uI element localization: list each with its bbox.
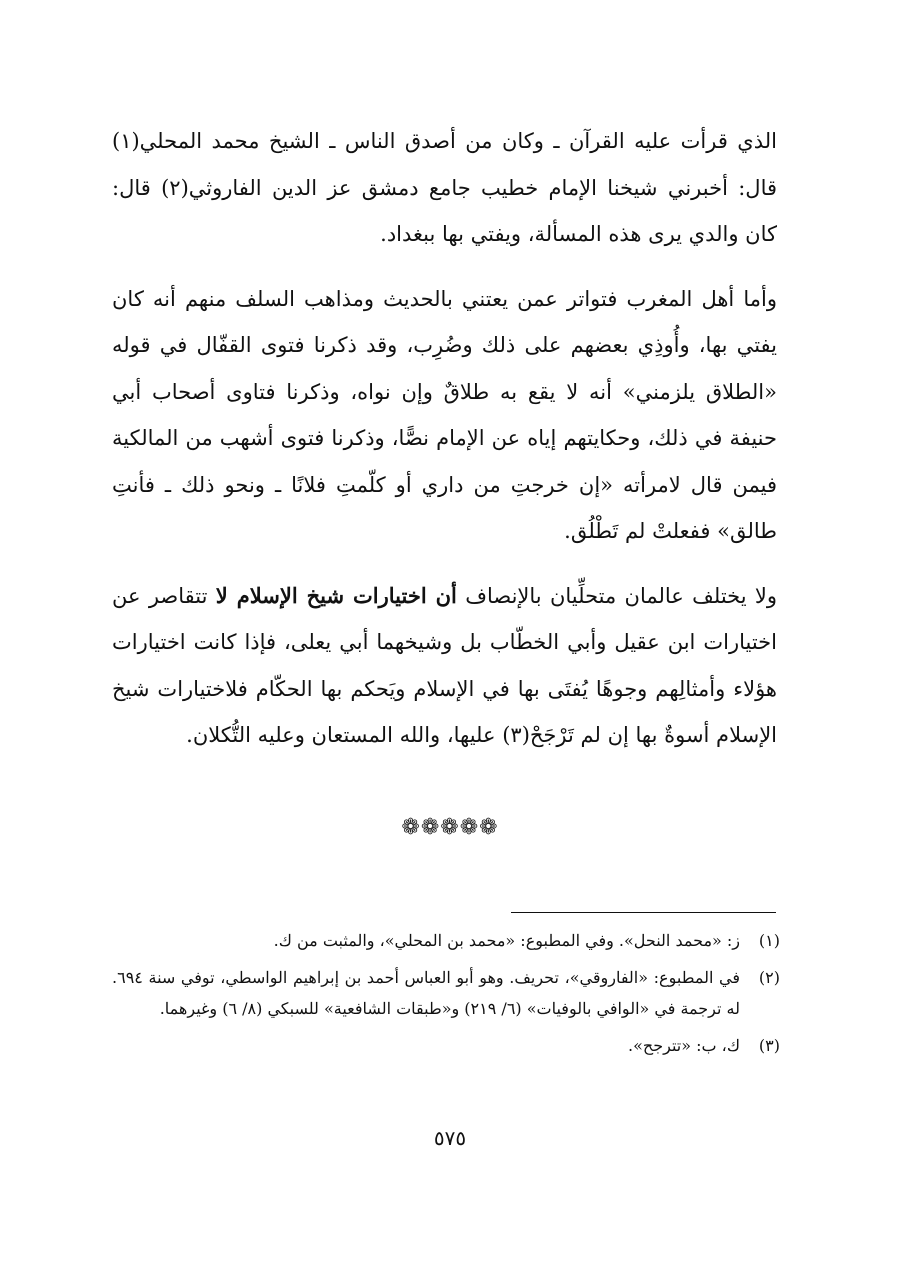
paragraph-2: وأما أهل المغرب فتواتر عمن يعتني بالحديث ومذاهب السلف منهم أنه كان يفتي بها، وأُوذِي بعضهم على ذلك وضُرِب، وقد ذكرنا فتوى القفّال في قوله «الطلاق يلزمني» أنه لا يقع به طلاقٌ وإن نواه، وذكرنا فتاوى أصحاب أبي حنيفة في ذلك، وحكايتهم إياه عن الإمام نصًّا، وذكرنا فتوى أشهب من المالكية فيمن قال لامرأته «إن خرجتِ من داري أو كلّمتِ فلانًا ـ ونحو ذلك ـ فأنتِ طالق» ففعلتْ لم تَطْلُق. bbox=[112, 286, 777, 543]
footnote-separator bbox=[511, 912, 776, 913]
footnote-text: ز: «محمد النحل». وفي المطبوع: «محمد بن المحلي»، والمثبت من ك. bbox=[273, 931, 740, 950]
footnote-text: ك، ب: «تترجح». bbox=[628, 1036, 740, 1055]
footnote-1 bbox=[112, 925, 780, 956]
paragraph-3-bold: أن اختيارات شيخ الإسلام لا bbox=[215, 582, 457, 608]
footnote-3 bbox=[112, 1030, 780, 1061]
page-number: ٥٧٥ bbox=[433, 1126, 467, 1150]
footnotes bbox=[112, 925, 780, 1067]
footnote-number: (١) bbox=[758, 931, 780, 950]
footnote-text: في المطبوع: «الفاروقي»، تحريف. وهو أبو العباس أحمد بن إبراهيم الواسطي، توفي سنة ٦٩٤. له ترجمة في «الوافي بالوفيات» (٦/ ٢١٩) و«طبقات الشافعية» للسبكي (٨/ ٦) وغيرهما. bbox=[112, 968, 741, 1018]
section-ornament: ❁❁❁❁❁ bbox=[401, 815, 499, 840]
paragraph-1: الذي قرأت عليه القرآن ـ وكان من أصدق الناس ـ الشيخ محمد المحلي(١) قال: أخبرني شيخنا الإمام خطيب جامع دمشق عز الدين الفاروثي(٢) قال: كان والدي يرى هذه المسألة، ويفتي بها ببغداد. bbox=[112, 129, 778, 246]
footnote-number: (٣) bbox=[758, 1036, 780, 1055]
paragraph-3 bbox=[112, 573, 777, 759]
paragraph-3-rest: تتقاصر عن اختيارات ابن عقيل وأبي الخطّاب بل وشيخهما أبي يعلى، فإذا كانت اختيارات هؤلاء وأمثالِهم وجوهًا يُفتَى بها في الإسلام ويَحكم بها الحكّام فلاختيارات شيخ الإسلام أسوةٌ بها إن لم تَرْجَحْ(٣) عليها، والله المستعان وعليه التُّكلان. bbox=[112, 583, 777, 747]
paragraph-3-start: ولا يختلف عالمان متحلِّيان بالإنصاف bbox=[456, 583, 777, 608]
main-text bbox=[112, 118, 777, 759]
footnote-2 bbox=[112, 962, 780, 1024]
footnote-number: (٢) bbox=[758, 968, 780, 987]
